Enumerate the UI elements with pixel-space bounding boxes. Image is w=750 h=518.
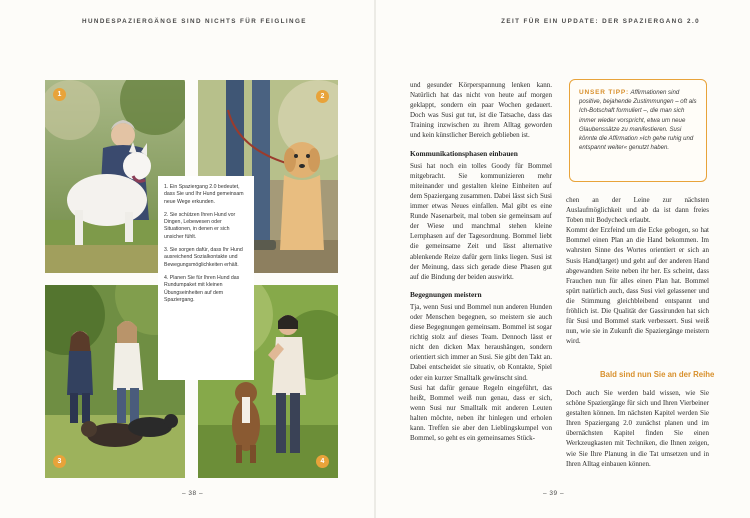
running-head-left: HUNDESPAZIERGÄNGE SIND NICHTS FÜR FEIGLINGE <box>82 18 307 25</box>
page-number-right: – 39 – <box>543 490 565 497</box>
heading-bald-sind-sie-dran: Bald sind nun Sie an der Reihe <box>600 370 715 379</box>
heading-begegnungen: Begegnungen meistern <box>410 289 482 299</box>
photo-badge-3: 3 <box>53 455 66 468</box>
running-head-right: ZEIT FÜR EIN UPDATE: DER SPAZIERGANG 2.0 <box>501 18 700 25</box>
page-number-left: – 38 – <box>182 490 204 497</box>
paragraph-begegnungen-1: Tja, wenn Susi und Bommel nun anderen Hunden oder Menschen begegnen, so meistern sie auch diese Begegnungen gemeinsam. Bommel ist sogar richtig stolz auf dieses Team. Dennoch lässt er nicht den dicken Max heraushängen, sondern orientiert sich immer an Susi. Sie gibt den Takt an. Dabei entscheidet sie situativ, ob Kontakte, Spiel oder ein kurzer Smalltalk gewünscht sind. <box>410 302 552 382</box>
tip-body: Affirmationen sind positive, bejahende Zustimmungen – oft als Ich-Botschaft formuliert –, die man sich immer wieder vorspricht, etwa um neue Glaubenssätze zu manifestieren. Susi könnte die Affirmation »Ich gehe ruhig und entspannt weiter« genutzt haben. <box>579 89 697 152</box>
heading-kommunikationsphasen: Kommunikationsphasen einbauen <box>410 148 518 158</box>
photo-badge-1: 1 <box>53 88 66 101</box>
photo-badge-4: 4 <box>316 455 329 468</box>
paragraph-naechstes-kapitel: Doch auch Sie werden bald wissen, wie Sie schöne Spaziergänge für sich und Ihren Vierbeiner gestalten können. Im nächsten Kapitel werden Sie Ihren Spaziergang 2.0 zunächst planen und im übernächsten Kapitel finden Sie einen Werkzeugkasten mit Techniken, die Ihnen zeigen, wie Sie Ihre Planung in die Tat umsetzen und in Ihren Alltag einbauen können. <box>566 389 709 468</box>
caption-4: 4. Planen Sie für Ihren Hund das Rundumpaket mit kleinen Übungseinheiten auf dem Spaziergang. <box>164 274 240 303</box>
tip-text <box>579 88 697 152</box>
text-column-2-bottom <box>566 388 709 469</box>
caption-1: 1. Ein Spaziergang 2.0 bedeutet, dass Sie und Ihr Hund gemeinsam neue Wege erkunden. <box>164 184 244 205</box>
caption-2: 2. Sie schützen Ihren Hund vor Dingen, Lebewesen oder Situationen, in denen er sich unsicher fühlt. <box>164 211 236 240</box>
tip-label: UNSER TIPP: <box>579 89 629 96</box>
paragraph-erzfeind: Kommt der Erzfeind um die Ecke gebogen, so hat Bommel einen Plan an die Hand bekommen. Im wahrsten Sinne des Wortes orientiert er sich an Susis Hand(target) und geht auf der anderen Hand abgewandten Seite neben ihr her. Es scheint, dass Frauchen nun für alles einen Plan hat. Bommel spürt natürlich auch, dass Susi viel gelassener und die Stimmung gleichbleibend entspannt und fröhlich ist. Die Qualität der Gassirunden hat sich für Susi und Bommel stark verbessert. Susi weiß nun, wie sie in Zukunft die Spaziergänge meistern wird. <box>566 226 709 346</box>
text-column-1 <box>410 80 552 443</box>
paragraph-continued: und gesunder Körperspannung lenken kann. Natürlich hat das nicht von heute auf morgen geklappt, sondern ein paar Wochen gedauert. Doch was Susi gut tut, ist die Tatsache, dass das Training inzwischen zu ihrem Alltag geworden und kein künstlicher Bereich geblieben ist. <box>410 81 552 140</box>
paragraph-kommunikation: Susi hat noch ein tolles Goody für Bommel mitgebracht. Sie kommunizieren mehr miteinander und gestalten kleine Einheiten auf dem Spaziergang zusammen. Dabei lässt sich Susi immer etwas Neues einfallen. Mal gibt es eine Runde Nasenarbeit, mal toben sie gemeinsam auf der Wiese und manchmal stehen kleine Lernphasen auf der Tagesordnung. Bommel liebt die gemeinsame Zeit und lässt alternative ablenkende Reize dafür gern links liegen. Susi ist der Meinung, dass sich gerade diese Phasen gut auf die Bindung der beiden auswirkt. <box>410 161 552 281</box>
text-column-2 <box>566 195 709 346</box>
page-gutter <box>374 0 376 518</box>
photo-captions-box <box>158 176 254 380</box>
photo-badge-2: 2 <box>316 90 329 103</box>
caption-3: 3. Sie sorgen dafür, dass Ihr Hund ausreichend Sozialkontakte und Bewegungsmöglichkeiten erhält. <box>164 247 243 268</box>
paragraph-leine: chen an der Leine zur nächsten Auslaufmöglichkeit und ab da ist dann freies Toben mit Bodycheck erlaubt. <box>566 196 709 225</box>
tip-box <box>569 79 707 182</box>
paragraph-begegnungen-2: Susi hat dafür genaue Regeln eingeführt, das heißt, Bommel weiß nun genau, dass er sich, wenn Susi nur Smalltalk mit anderen Leuten halten möchte, neben ihr hinlegen und erholen kann. Treffen sie aber den Lieblingskumpel von Bommel, so geht es ein gemeinsames Stück- <box>410 383 552 443</box>
